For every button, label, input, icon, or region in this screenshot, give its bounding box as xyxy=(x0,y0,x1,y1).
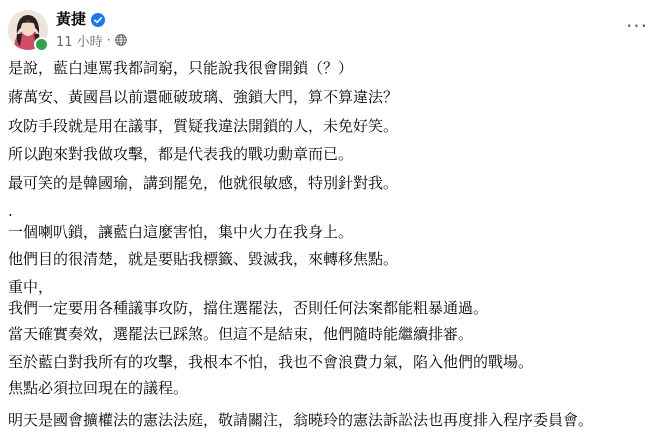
meta-separator: · xyxy=(106,33,111,47)
post-text-line: 一個喇叭鎖，讓藍白這麼害怕，集中火力在我身上。 xyxy=(8,223,354,241)
more-options-button[interactable] xyxy=(622,14,652,38)
post-text-line: 他們目的很清楚，就是要貼我標籤、毀滅我，來轉移焦點。 xyxy=(8,250,399,268)
post-text-line: 我們一定要用各種議事攻防，擋住選罷法，否則任何法案都能粗暴通過。 xyxy=(8,299,489,317)
post-text-line: 是說，藍白連罵我都詞窮，只能說我很會開鎖（？） xyxy=(8,59,354,77)
post-text-line: 重中， xyxy=(8,278,54,296)
post-text-line: 攻防手段就是用在議事，質疑我違法開鎖的人，未免好笑。 xyxy=(8,117,399,135)
post-meta-row xyxy=(56,31,127,49)
post-text-line: 蔣萬安、黃國昌以前還砸破玻璃、強鎖大門，算不算違法？ xyxy=(8,88,399,106)
post-text-line: 焦點必須拉回現在的議程。 xyxy=(8,379,189,397)
post-text-line: 所以跑來對我做攻擊，都是代表我的戰功勳章而已。 xyxy=(8,145,354,163)
post-text-line: 明天是國會擴權法的憲法法庭，敬請關注，翁曉玲的憲法訴訟法也再度排入程序委員會。 xyxy=(8,411,594,429)
author-name[interactable]: 黃捷 xyxy=(56,10,87,28)
online-status-dot xyxy=(34,37,49,52)
post-text-line: 最可笑的是韓國瑜，講到罷免，他就很敏感，特別針對我。 xyxy=(8,174,399,192)
globe-icon[interactable] xyxy=(115,34,127,46)
more-options-icon: ··· xyxy=(625,14,649,38)
post-header xyxy=(0,0,670,56)
post-timestamp[interactable]: 11 小時 xyxy=(56,34,103,50)
post-text-line: . xyxy=(8,202,13,220)
post-text-line: 當天確實奏效，選罷法已踩煞。但這不是結束，他們隨時能繼續排審。 xyxy=(8,325,474,343)
verified-badge-icon xyxy=(91,12,105,26)
author-name-row xyxy=(56,9,105,29)
post-text-line: 至於藍白對我所有的攻擊，我根本不怕，我也不會浪費力氣，陷入他們的戰場。 xyxy=(8,353,534,371)
